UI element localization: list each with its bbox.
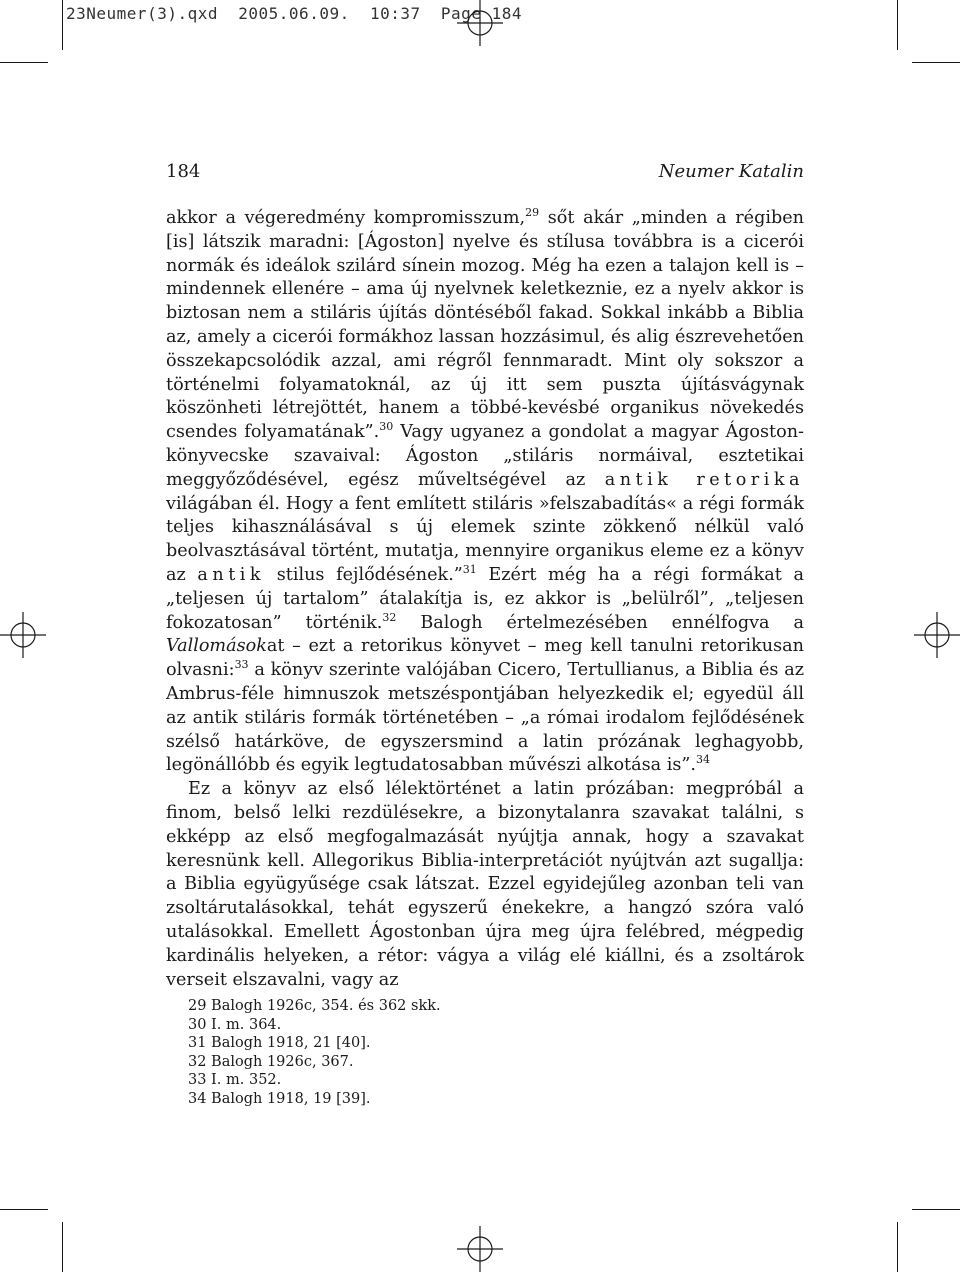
crop-mark [62,0,63,50]
footnote-ref: 34 [695,753,710,767]
registration-mark-top [457,0,503,46]
paragraph: Ez a könyv az első lélektörténet a latin prózában: megpróbál a finom, belső lelki rezdülésekre, a bizonytalanra szavakat találni, s ekképp az első megfogalmazását nyújtja annak, hogy a szavakat keresnünk kell. Allegorikus Biblia-interpretációt nyújtván azt sugallja: a Biblia együgyűsége csak látszat. Ezzel egyidejűleg azonban teli van zsoltárutalásokkal, tehát egyszerű énekekre, a hangzó szóra való utalásokkal. Emellett Ágostonban újra meg újra felébred, mégpedig kardinális helyeken, a rétor: vágya a világ elé kiállni, és a zsoltárok verseit elszavalni, vagy az [166,779,804,990]
file-slug-line: 23Neumer(3).qxd 2005.06.09. 10:37 Page 184 [66,4,522,23]
crop-mark [62,1222,63,1272]
footnote-ref: 32 [382,610,397,624]
footnote: 29 Balogh 1926c, 354. és 362 skk. [188,998,441,1014]
crop-mark [897,0,898,50]
text-run: Ezért még ha a régi formákat a „teljesen új tartalom” átalakítja is, ez akkor is „belülről”, „teljesen fokozatosan” történik. [166,564,804,633]
footnotes [188,997,788,1109]
body-text [166,207,804,992]
crop-mark [0,1209,48,1210]
paragraph [166,207,804,778]
crop-mark [897,1222,898,1272]
running-author: Neumer Katalin [658,161,804,182]
text-run: sőt akár „minden a régiben [is] látszik maradni: [Ágoston] nyelve és stílusa továbbra is a cicerói normák és ideálok szilárd sínein mozog. Még ha ezen a talajon kell is – mindennek ellenére – ama új nyelvnek keletkeznie, ez a nyelv akkor is biztosan nem a stiláris újítás döntéséből fakad. Sokkal inkább a Biblia az, amely a cicerói formákhoz lassan hozzásimul, és alig észrevehetően összekapcsolódik azzal, ami régről fennmaradt. Mint oly sokszor a történelmi folyamatoknál, az új itt sem puszta újításvágynak köszönheti létrejöttét, hanem a többé-kevésbé organikus növekedés csendes folyamatának”. [166,208,804,443]
spaced-text: antik [197,564,266,585]
text-run: stilus fejlődésének.” [265,564,463,585]
registration-mark-left [0,612,46,658]
footnote: 34 Balogh 1918, 19 [39]. [188,1090,371,1107]
crop-mark [912,1209,960,1210]
text-run: at – ezt a retorikus könyvet – meg kell tanulni retorikusan olvasni: [166,636,804,681]
footnote-ref: 31 [462,562,477,576]
registration-mark-right [914,612,960,658]
footnote: 30 I. m. 364. [188,1016,282,1033]
text-run: Balogh értelmezésében ennélfogva a [396,612,804,633]
footnote-ref: 30 [379,420,394,434]
text-run: Vagy ugyanez a gondolat a magyar Ágoston-könyvecske szavaival: Ágoston „stiláris normáival, esztetikai meggyőződésével, egész műveltségével az [166,422,804,490]
text-run: akkor a végeredmény kompromisszum, [166,208,526,228]
footnote-ref: 33 [234,658,249,672]
running-header [166,161,804,185]
page-number: 184 [166,161,201,182]
spaced-text: antik retorika [604,469,804,490]
crop-mark [0,62,48,63]
text-run: világában él. Hogy a fent említett stiláris »felszabadítás« a régi formák teljes kihasználásával s új elemek szinte zökkenő nélkül való beolvasztásával történt, mutatja, mennyire organikus eleme ez a könyv az [166,493,804,585]
footnote: 32 Balogh 1926c, 367. [188,1053,354,1070]
footnote-ref: 29 [525,206,540,219]
footnote: 31 Balogh 1918, 21 [40]. [188,1035,371,1052]
footnote: 33 I. m. 352. [188,1072,282,1089]
book-title: Vallomások [166,636,267,657]
crop-mark [912,62,960,63]
text-run: a könyv szerinte valójában Cicero, Tertullianus, a Biblia és az Ambrus-féle himnuszok metszéspontjában helyezkedik el; egyedül áll az antik stiláris formák történetében – „a római irodalom fejlődésének szélső határköve, de egyszersmind a latin prózának leghagyobb, legönállóbb és egyik legtudatosabban művészi alkotása is”. [166,660,804,776]
registration-mark-bottom [457,1226,503,1272]
